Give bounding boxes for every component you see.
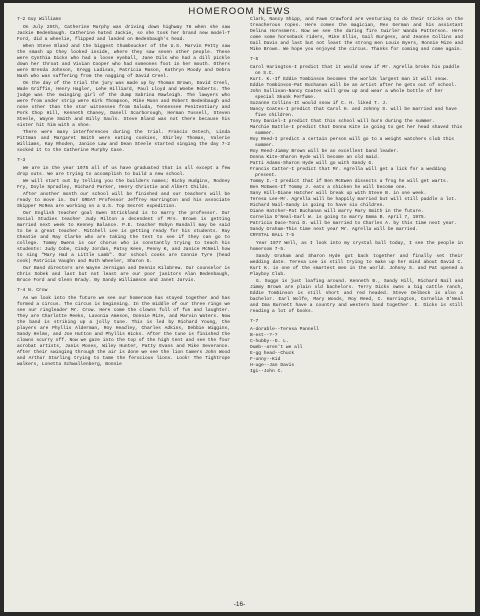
prediction-item: John Sullivan-Nancy Coates will grow up and wear a whole bottle of her special Skunk Perfume. xyxy=(250,89,443,100)
prediction-item: Patti Adams-Sharon Hyde will go with Sandy G. xyxy=(250,161,375,166)
prediction-item: Eddie Tombinson-Pat Buchanan will be an artist after he gets out of school. xyxy=(250,83,457,88)
prediction-item: Roy Reed-I predict a certain person will go to a weight watchers club this summer. xyxy=(250,137,454,148)
paragraph: Clark, Nancy Shipp, and Fawn Crawford are venturing to do their tricks on the treacherous ropes. Here comes the magician, Rex German and his assistant Delina Hornsmers. Now we see the daring fire twirler Wanda Patterson. Here come some horseback riders, Mike Ellis, Gail Burgess, and Jeanne Collins and Gail Davis and last but not least the strong men Louis Byers, Ronnie Mize and Mike Brown. We hope you enjoyed the circus. Thanks for coming and come again. xyxy=(250,17,463,52)
prediction-item: Tommy I.-I predict that if Ben McEwen dissects a frog he will get warts. xyxy=(250,179,449,184)
paragraph: After another month our school will be finished and our teachers will be ready to move in. Our GREAT Professor Jeffrey Harrington and his associate Skipper McRea are working on a U.S. Top Secret expedition. xyxy=(17,192,230,209)
prediction-item: Marchie Battle-I predict that Donna Kite is going to get her head shaved this summer. xyxy=(250,125,463,136)
prediction-item: Sandy Graham-This time next year Mr. Agrella will be married. xyxy=(250,227,419,232)
prediction-item: Tony Daniel-I predict that this school will burn during the summer. xyxy=(250,119,435,124)
alphabet-line: Dumb--aren't we all xyxy=(250,345,303,350)
section-7-5 xyxy=(250,57,463,315)
alphabet-line: B-est--?-? xyxy=(250,333,278,338)
paragraph: Our Band directors are Wayne Jernigan and Dennis Kilabrew. Our counselor is Chris Sobek and last but not least are our poor janitors Alan Bedenbaugh, Bruce Ford and Glenn Brady. By Sandy Williamson and Janet Jarvis. xyxy=(17,266,230,283)
paragraph: Year 1977 Well, as I look into my crystal ball today, I see the people in homeroom 7-5. xyxy=(250,241,463,252)
newsletter-page xyxy=(4,3,475,612)
predictions-list xyxy=(250,65,463,233)
alphabet-line: F-unny--Kid xyxy=(250,357,281,362)
paragraph: We will start out by telling you the builders names; Ricky Hudgins, Rodney Fry, Doyle Spradley, Richard Parker, Henry Christie and Albert Childs. xyxy=(17,179,230,190)
prediction-item: Teresa Lee-Mr. Agrella will be happily married but will still paddle a lot. xyxy=(250,197,457,202)
crystal-ball-heading: CRYSTAL BALL 7-5 xyxy=(250,233,295,238)
prediction-item: Carol Harington-I predict that it would snow if Mr. Agrella broke his paddle on S.C. xyxy=(250,65,460,76)
section-7-3 xyxy=(17,158,230,284)
prediction-item: Richard Nail-Sandy is going to have six children. xyxy=(250,203,386,208)
prediction-item: Cornelia O'Neal-Earl W. is going to marry Emma B. April 7, 1975. xyxy=(250,215,427,220)
section-7-2 xyxy=(17,17,230,154)
prediction-item: Patricia Dace-Toni D. will be married to Charles A. by this time next year. xyxy=(250,221,457,226)
section-heading: 7-2 Guy Williams xyxy=(17,17,62,22)
paragraph: When Steve Bland and the biggest thumbsucker of the U.S. Marvin Petty saw the smash up they looked inside, where they saw seven other people. These were Cynthia Dicks who had a loose eyeball, Jane Dils who had a dill pickle down her throat and Vivian Cooper who had someones foot in her mouth. Others were Brenda Johnson, Gregg Ladisan, Patricia Mason, Kathryn Moody and Debra Nash who was suffering from the nagging of David Creel. xyxy=(17,44,230,79)
section-7-7 xyxy=(250,319,463,375)
paragraph: On the day of the trial the jury was made up by Thomas Brown, David Creel, Wade Griffin, Henry Hagler, Lehe Hilliard, Paul Lloyd and Woebe Roberts. The judge was the swinging girl of the dump Sabrina Rawleigh. The lawyers who were from under strip were Kirk Thompson, Mike Munn and Robert Bedenbaugh and none other than the star witnesses from Saluda, Tennessee Penitentiary and Pork Chop Hill, Kenneth Chaney, Danell Scarborough, Herman Tussell, Steven Steele, Wayne Smith and Billy Sauls. Steve Bland was not there because his sister hit him with a shoe. xyxy=(17,81,230,128)
paragraph: We are in the year 1975 all of us have graduated that is all except a few drop outs. We are trying to accomplish to build a new school. xyxy=(17,166,230,177)
prediction-item: Roy Reed-Jimmy Brown will be an excellent band leader. xyxy=(250,149,399,154)
prediction-item: Suzanne Collins-It would snow if C. H. liked T. J. xyxy=(250,101,388,106)
prediction-item: Nancy Coates-I predict that Carol H. and Johnny S. will be married and have five children. xyxy=(250,107,457,118)
prediction-item: Kurt. K.-If Eddie Tombinson becomes the worlds largest man it will snow. xyxy=(250,77,449,82)
alphabet-line: H-uge--Jan Davis xyxy=(250,363,295,368)
prediction-item: Ben McEwen-If Tommy J. eats a chicken he will become one. xyxy=(250,185,408,190)
paragraph: G. Suggs is just loafing around. Kenneth B., Sandy Hill, Richard Nail and Jimmy Brown are plain old bachelors. Terry Dicks owns a big cattle ranch, Eddie Tombinson is still short and red headed. Steve Delbeck is also a bachelor. Earl Wolfe, Mary Woods, Roy Reed, C. Harrington, Cornelia O'Neal and Ima Burnett have a country and western band together. E. Dicks is still reading a lot of books. xyxy=(250,279,463,314)
paragraph: On July 29th, Catherine Murphy was driving down highway 76 when she saw Jackie Bedenbaugh. Catherine hated Jackie, so she took her brand new model-T Ford, did a wheelie, flipped and landed on Bedenbaugh's head. xyxy=(17,25,230,42)
alphabet-line: Igi--John C. xyxy=(250,369,284,374)
prediction-item: Francis Catter-I predict that Mr. Agrella will get a lick for a wedding present. xyxy=(250,167,446,178)
paragraph: There were many interferences during the trial. Francis Ostech, Linda Pittman and Margaret Smith were eating cookies, Shirley Thomas, Valerie Williams, Kay Rhoden, Janice Law and Dean Steele started singing the day 7-2 socked it to the Catherine Murphy Case. xyxy=(17,130,230,153)
prediction-item: Sany Hill-Diane Hatcher will break up with Steve B. in one week. xyxy=(250,191,427,196)
paragraph: As we look into the future we see our homeroom has stayed together and has formed a circus. The circus is beginning. In the middle of our three rings we see our ringleader Mr. Crow. Here come the clowns full of fun and laughter. They are Charlotte Meeks, Lavonia Ameson, Donnie Mize, and Marvin Waters. Now the band is striking up a jolly tune. This is led by Richard Young, the players are Phyllis Alderman, Roy Headley, Charles Adkins, Debbie Wiggins, Sandy Helms, and Joe Hutton and Phyllis Hicks. After the tune is finished the clowns scurry off. Now we gaze into the top of the high tent and see the four acrobat artists, Janis Moses, Wiley Hunter, Patty Evans and Mike Severance. After their swinging through the air is done we see the lion tamers John Wood and Arthur Starling trying to tame the ferocious lions. Look! The Tightrope walkers, Lonetta Schwallenberg, Bonnie xyxy=(17,296,230,367)
alphabet-line: C-hubby--D. L. xyxy=(250,339,289,344)
prediction-item: Diane Hatcher-Pat Buchanan will marry Mary Smith in the future. xyxy=(250,209,424,214)
left-column xyxy=(17,17,230,372)
section-7-4-continued xyxy=(250,17,463,53)
page-number: -16- xyxy=(233,601,246,608)
alphabet-list xyxy=(250,327,463,375)
page-title: HOMEROOM NEWS xyxy=(188,6,291,17)
alphabet-line: A-dorable--Teresa Pannell xyxy=(250,327,319,332)
section-heading: 7-4 N. Crow xyxy=(17,288,48,293)
right-column xyxy=(250,17,463,379)
prediction-item: Donna Kite-Sharon Hyde will become an old maid. xyxy=(250,155,380,160)
section-heading: 7-3 xyxy=(17,158,26,163)
section-heading: 7-7 xyxy=(250,319,259,324)
alphabet-line: E-gg head--Chuck xyxy=(250,351,295,356)
paragraph: Our English teacher goal Gwen Strickland is to marry the professor. Our Social Studies teacher Judy Milton a decendent of Mrs. Brown is getting married next week to Kenney Balance. P.E. teacher Robyn Randall may be said to be a great teacher. Mitchell Lee is getting ready for his students. Ray Cheatie and Ray Clarke who are taking the test to see if they can go to college. Tommy Owens is our chorus who is constantly trying to teach his students: Judy Cobe, Cindy Jordan, Patsy Keen, Penny K, and Janice McNeil how to sing "Mary Had a Little Lamb". Our school cooks are Connie Tyre (head cook) Patricia Vaughn and Ruth Wheeler, Sharon G. xyxy=(17,211,230,264)
section-7-4 xyxy=(17,288,230,368)
paragraph: Sandy Graham and Sharon Hyde got back together and finally set their wedding date. Teresa Lee is still trying to make up her mind about David C. Kurt K. is one of the smartest men in the world. Johnny S. and Pat opened a Playboy Club. xyxy=(250,254,463,277)
section-heading: 7-5 xyxy=(250,57,259,62)
